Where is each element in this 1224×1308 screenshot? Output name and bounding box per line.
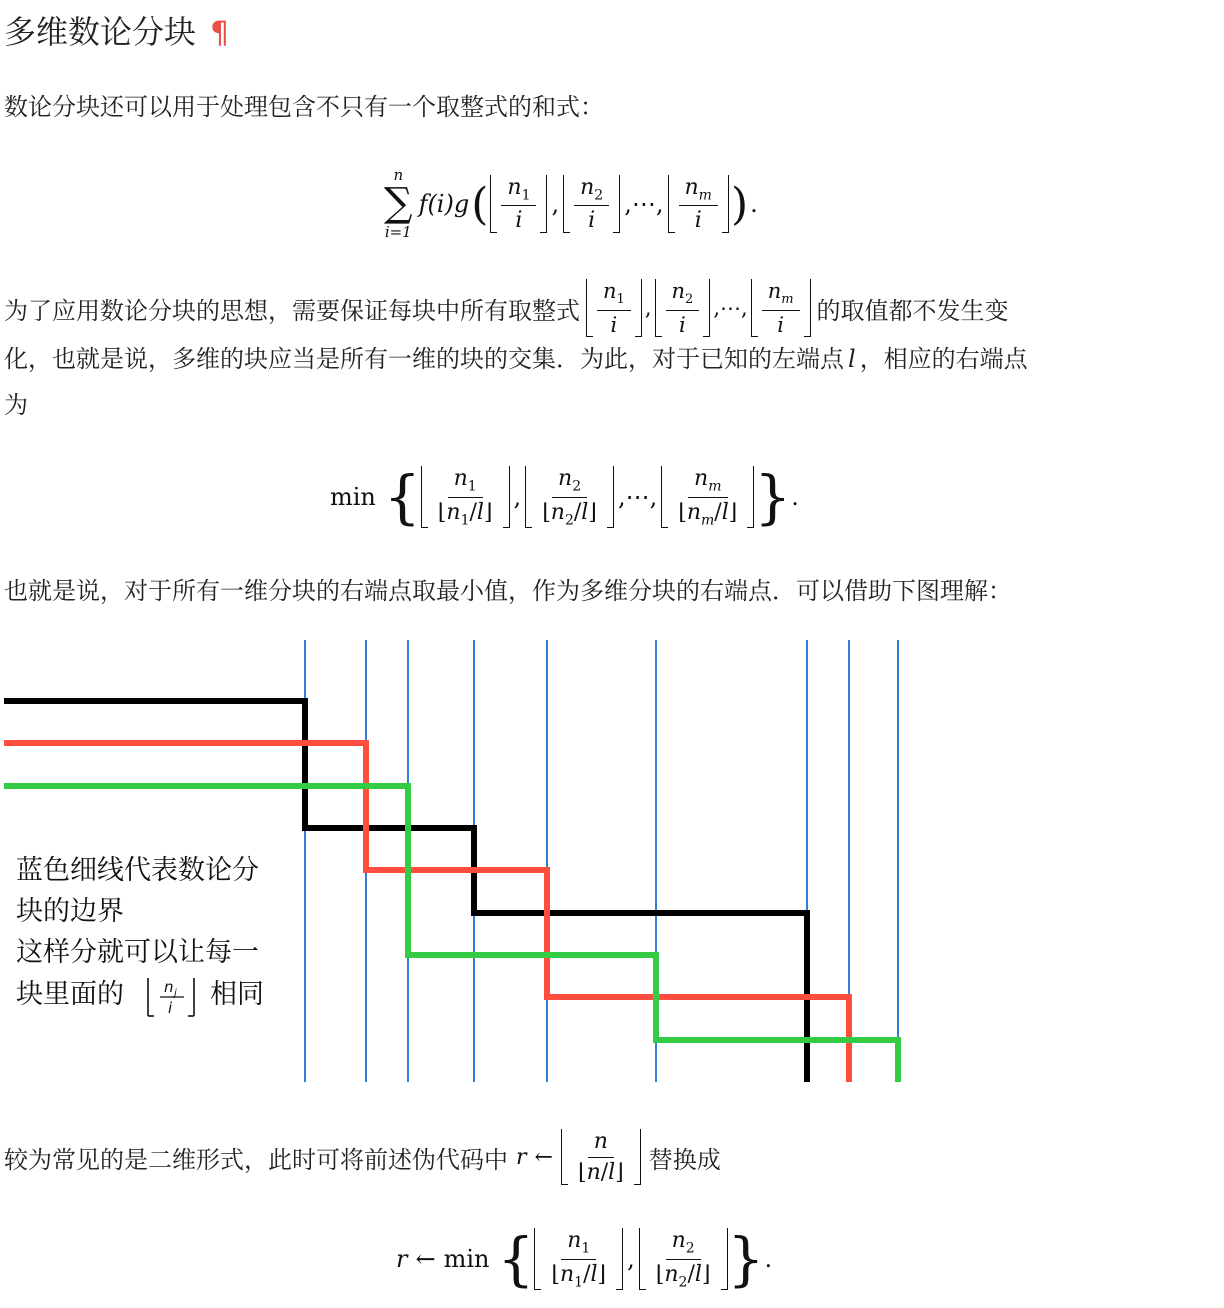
paragraph-condition-line2: 化，也就是说，多维的块应当是所有一维的块的交集．为此，对于已知的左端点 l ，相应的右端点 — [4, 345, 1028, 373]
figure-label — [16, 855, 264, 1017]
equation-two-dim: r ← min { $\frac{n_1}{⌊n_1/l⌋}$ , $\frac{n_2}{⌊n_2/l⌋}$ } . — [396, 1225, 773, 1293]
paragraph-explanation: 也就是说，对于所有一维分块的右端点取最小值，作为多维分块的右端点．可以借助下图理解： — [4, 577, 1012, 605]
paragraph-intro: 数论分块还可以用于处理包含不只有一个取整式的和式： — [4, 93, 604, 121]
svg-text:i: i — [168, 999, 173, 1017]
section-heading — [4, 8, 229, 58]
paragraph-condition-line3: 为 — [4, 391, 28, 419]
equation-sum: n ∑ i=1 f(i)g ( $\frac{n_1}{i}$ , $\frac{n_2}{i}$ ,⋯, $\frac{n_m}{i}$ ) . — [384, 166, 758, 241]
label-line: 块里面的 — [16, 979, 124, 1010]
label-inline-floor — [148, 978, 194, 1017]
heading-anchor-link[interactable]: ¶ — [210, 16, 230, 51]
svg-text:n: n — [164, 978, 174, 996]
paragraph-two-dim: 较为常见的是二维形式，此时可将前述伪代码中 r ← $\frac{n}{⌊n/l⌋}$ 替换成 — [4, 1129, 721, 1185]
floor-term-1: $\frac{n_1}{i}$ — [490, 175, 547, 234]
svg-text:j: j — [174, 988, 177, 999]
function-fg: f(i)g — [418, 190, 470, 218]
sum-operator: n ∑ i=1 — [384, 166, 413, 241]
label-line: 块的边界 — [16, 896, 124, 927]
heading-title: 多维数论分块 — [4, 13, 197, 51]
label-line: 蓝色细线代表数论分 — [16, 855, 259, 886]
inline-floor-terms: $\frac{n_1}{i}$ , $\frac{n_2}{i}$ ,⋯, $\frac{n_m}{i}$ — [586, 279, 811, 337]
min-term-m: $\frac{n_m}{⌊n_m/l⌋}$ — [661, 466, 754, 528]
label-line: 相同 — [210, 979, 264, 1010]
floor-term-2: $\frac{n_2}{i}$ — [563, 175, 620, 234]
block-boundary-figure — [0, 636, 920, 1086]
equation-min: min { $\frac{n_1}{⌊n_1/l⌋}$ , $\frac{n_2}{⌊n_2/l⌋}$ ,⋯, $\frac{n_m}{⌊n_m/l⌋}$ } . — [330, 463, 799, 531]
min-term-1: $\frac{n_1}{⌊n_1/l⌋}$ — [421, 466, 510, 528]
label-line: 这样分就可以让每一 — [16, 937, 259, 968]
floor-term-m: $\frac{n_m}{i}$ — [668, 175, 729, 234]
paragraph-condition: 为了应用数论分块的思想，需要保证每块中所有取整式 $\frac{n_1}{i}$ , $\frac{n_2}{i}$ ,⋯, $\frac{n_m}{i}$ 的取值都不发生变 — [4, 278, 1009, 337]
min-term-2: $\frac{n_2}{⌊n_2/l⌋}$ — [525, 466, 614, 528]
